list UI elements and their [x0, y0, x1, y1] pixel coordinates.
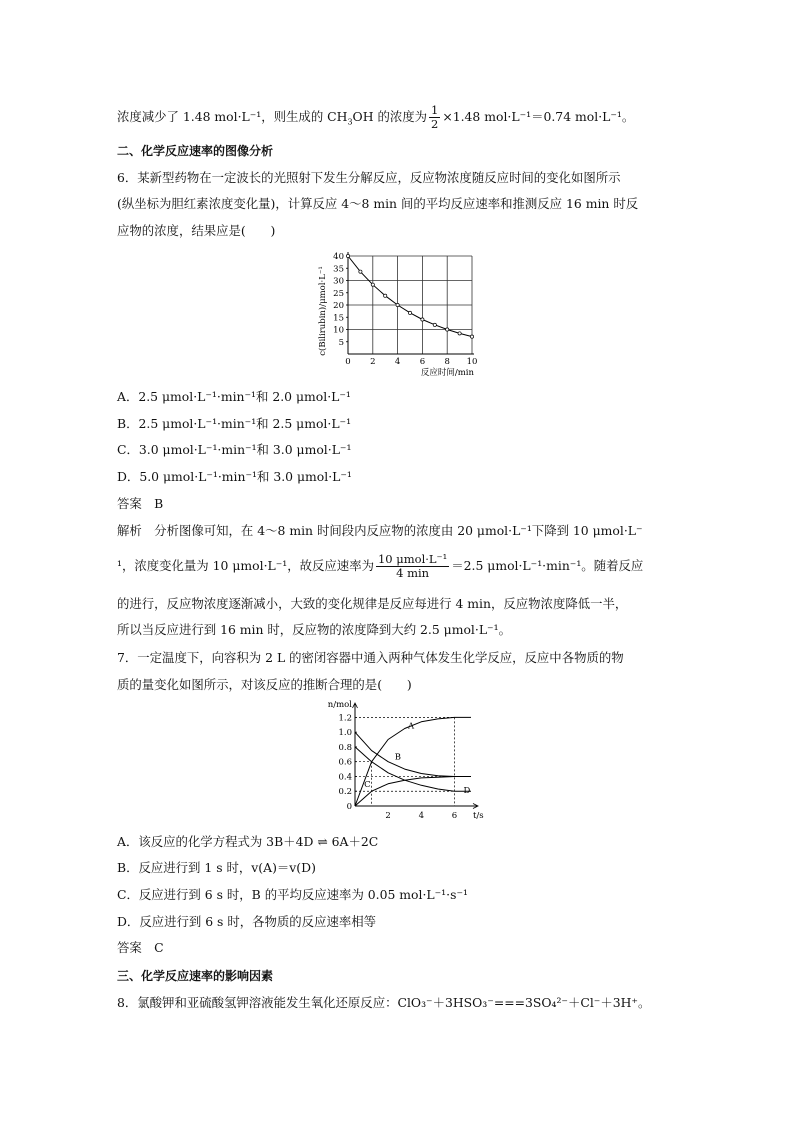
y-tick-label: 10: [333, 325, 344, 336]
q7-option-b: B．反应进行到 1 s 时，v(A)＝v(D): [117, 860, 316, 875]
q6-option-d: D．5.0 μmol·L⁻¹·min⁻¹和 3.0 μmol·L⁻¹: [117, 469, 352, 484]
line1-part2: OH 的浓度为: [352, 109, 428, 124]
x-tick-label: 4: [418, 811, 424, 821]
y-tick-label: 0.8: [338, 742, 352, 753]
series-line-D: [355, 747, 471, 791]
q6-answer: 答案 B: [117, 496, 164, 511]
rate-fraction: [376, 553, 449, 580]
y-tick-label: 0.2: [338, 787, 352, 798]
rate-fraction-num: 10 μmol·L⁻¹: [377, 552, 448, 566]
x-tick-label: 6: [419, 357, 426, 367]
series-label-A: A: [408, 721, 415, 732]
x-tick-label: 2: [385, 811, 391, 821]
y-tick-label: 35: [333, 264, 344, 275]
series-line-bilirubin: [348, 256, 472, 337]
q6-option-a: A．2.5 μmol·L⁻¹·min⁻¹和 2.0 μmol·L⁻¹: [117, 389, 351, 404]
q6-option-b: B．2.5 μmol·L⁻¹·min⁻¹和 2.5 μmol·L⁻¹: [117, 416, 352, 431]
y-tick-label: 0.4: [338, 772, 352, 783]
data-point: [421, 318, 424, 321]
q7-line2: 质的量变化如图所示，对该反应的推断合理的是( ): [117, 677, 412, 692]
x-tick-label: 8: [444, 357, 450, 367]
half-fraction: [429, 104, 440, 131]
x-tick-label: 0: [345, 357, 351, 367]
q6-analysis-line3: 的进行，反应物浓度逐渐减小，大致的变化规律是反应每进行 4 min，反应物浓度降低一半，: [117, 596, 628, 611]
q7-option-a: A．该反应的化学方程式为 3B＋4D ⇌ 6A＋2C: [117, 834, 379, 849]
x-axis-label: t/s: [473, 811, 484, 821]
q7-option-d: D．反应进行到 6 s 时，各物质的反应速率相等: [117, 914, 377, 929]
continuation-line: [117, 104, 634, 131]
series-label-C: C: [364, 779, 371, 790]
q7-option-c: C．反应进行到 6 s 时，B 的平均反应速率为 0.05 mol·L⁻¹·s⁻¹: [117, 887, 468, 902]
y-tick-label: 30: [333, 276, 344, 287]
x-axis-label: 反应时间/min: [420, 368, 474, 378]
y-tick-label: 0.6: [338, 757, 352, 768]
series-line-B: [355, 732, 471, 776]
q6-analysis-line4: 所以当反应进行到 16 min 时，反应物的浓度降到大约 2.5 μmol·L⁻¹。: [117, 622, 511, 637]
data-point: [371, 283, 374, 286]
series-label-B: B: [394, 752, 402, 763]
q7-line1: 7．一定温度下，向容积为 2 L 的密闭容器中通入两种气体发生化学反应，反应中各物质的物: [117, 650, 624, 665]
data-point: [346, 254, 349, 257]
data-point: [384, 294, 387, 297]
data-point: [359, 270, 362, 273]
q8-line1: 8．氯酸钾和亚硫酸氢钾溶液能发生氧化还原反应：ClO₃⁻＋3HSO₃⁻===3SO₄²⁻＋Cl⁻＋3H⁺。: [117, 995, 651, 1010]
line1-part3: ×1.48 mol·L⁻¹＝0.74 mol·L⁻¹。: [442, 109, 635, 124]
data-point: [396, 303, 399, 306]
half-fraction-den: 2: [431, 117, 439, 131]
x-tick-label: 2: [370, 357, 376, 367]
data-point: [470, 335, 473, 338]
y-axis-label: c(Bilirubin)/μmol·L⁻¹: [318, 266, 328, 356]
q6-line3: 应物的浓度，结果应是( ): [117, 223, 276, 238]
y-tick-label: 25: [333, 288, 344, 299]
y-tick-label: 1.2: [338, 713, 352, 724]
x-tick-label: 6: [451, 811, 458, 821]
section-heading-3: 三、化学反应速率的影响因素: [117, 969, 274, 983]
analysis-l2b: ＝2.5 μmol·L⁻¹·min⁻¹。随着反应: [451, 558, 644, 573]
y-tick-label: 15: [333, 313, 344, 324]
q7-answer: 答案 C: [117, 940, 164, 955]
x-tick-label: 10: [466, 357, 478, 367]
y-tick-label: 0: [346, 802, 352, 812]
line1-part1: 浓度减少了 1.48 mol·L⁻¹，则生成的 CH: [117, 109, 348, 124]
rate-fraction-den: 4 min: [396, 566, 430, 580]
analysis-l2a: ¹，浓度变化量为 10 μmol·L⁻¹，故反应速率为: [117, 558, 374, 573]
data-point: [458, 332, 461, 335]
y-tick-label: 1.0: [338, 728, 352, 739]
series-label-D: D: [463, 785, 471, 796]
half-fraction-num: 1: [431, 103, 439, 117]
q6-option-c: C．3.0 μmol·L⁻¹·min⁻¹和 3.0 μmol·L⁻¹: [117, 442, 352, 457]
q6-line1: 6．某新型药物在一定波长的光照射下发生分解反应，反应物浓度随反应时间的变化如图所示: [117, 170, 621, 185]
line1-subscript: 3: [347, 117, 353, 127]
bilirubin-chart: [315, 250, 485, 380]
amount-chart: [318, 700, 488, 825]
y-axis-label: n/mol: [327, 700, 352, 710]
y-tick-label: 40: [333, 252, 344, 262]
y-tick-label: 20: [333, 301, 344, 311]
section-heading-2: 二、化学反应速率的图像分析: [117, 144, 274, 158]
data-point: [408, 311, 411, 314]
x-tick-label: 4: [394, 357, 401, 367]
data-point: [446, 328, 449, 331]
data-point: [433, 323, 436, 326]
q6-analysis-line1: 解析 分析图像可知，在 4～8 min 时间段内反应物的浓度由 20 μmol·L⁻¹下降到 10 μmol·L⁻: [117, 523, 643, 538]
q6-analysis-line2: [117, 553, 643, 580]
y-tick-label: 5: [338, 337, 344, 348]
q6-line2: (纵坐标为胆红素浓度变化量)，计算反应 4～8 min 间的平均反应速率和推测反应 16 min 时反: [117, 196, 639, 211]
